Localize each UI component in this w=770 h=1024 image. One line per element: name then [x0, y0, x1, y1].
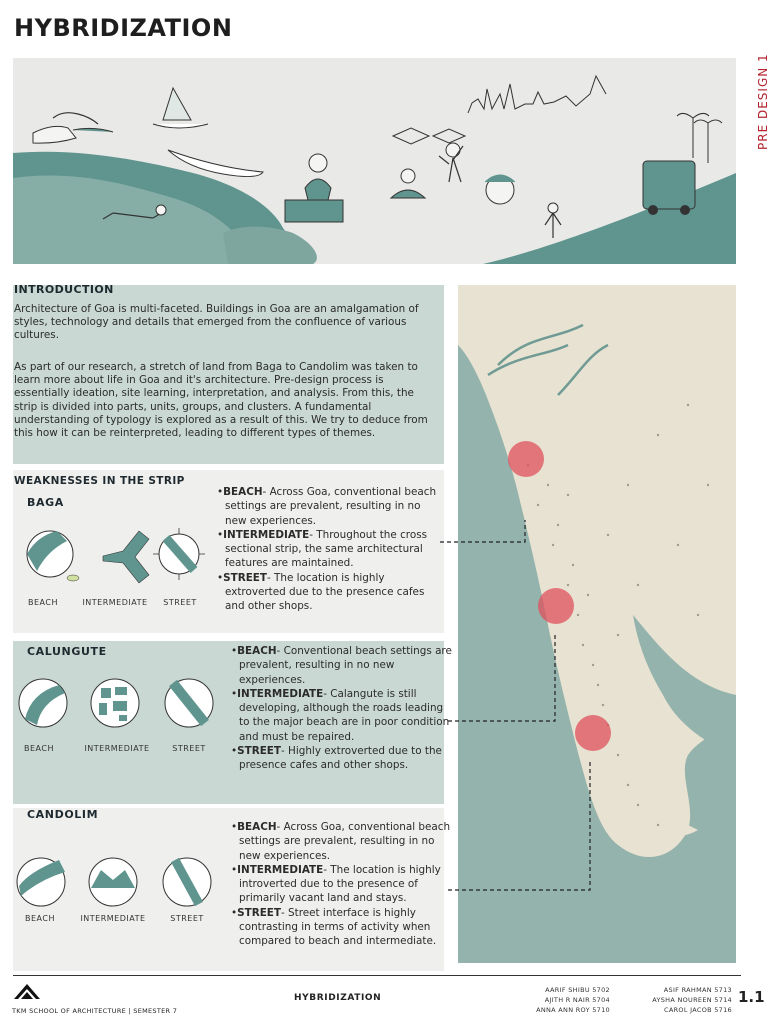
school-name: TKM SCHOOL OF ARCHITECTURE | SEMESTER 7 [12, 1007, 178, 1015]
calungute-diagrams [15, 673, 225, 743]
page-number: 1.1 [738, 988, 765, 1006]
student-name: ANNA ANN ROY 5710 [536, 1006, 610, 1014]
section-title: CALUNGUTE [27, 645, 107, 658]
weaknesses-heading: WEAKNESSES IN THE STRIP [14, 475, 185, 487]
intro-paragraph-1: Architecture of Goa is multi-faceted. Buildings in Goa are an amalgamation of styles, technology and details that emerged from the confluence of various cultures. [14, 303, 419, 342]
section-title: BAGA [27, 496, 64, 509]
bullet-text: - Across Goa, conventional beach settings are prevalent, resulting in no new experiences. [239, 821, 451, 862]
hero-illustration [13, 58, 736, 264]
label-street: STREET [163, 598, 197, 607]
candolim-diagrams [15, 852, 225, 918]
connector-lines [440, 530, 590, 900]
section-title: CANDOLIM [27, 808, 99, 821]
bullet-term: BEACH [223, 486, 263, 498]
label-beach: BEACH [25, 914, 55, 923]
page-title: HYBRIDIZATION [14, 14, 233, 42]
bullet-text: - The location is highly extroverted due to the presence cafes and other shops. [225, 571, 425, 613]
section-calungute [13, 641, 452, 804]
bullet-list: •BEACH- Across Goa, conventional beach settings are prevalent, resulting in no new experiences. •INTERMEDIATE- The location is highly introverted due to the presence of primarily vacant land and stays. •STREET- Street interface is highly contrasting in terms of activity when compared to beach and intermediate. [231, 821, 451, 948]
bullet-list: •BEACH- Across Goa, conventional beach settings are prevalent, resulting in no new experiences. •INTERMEDIATE- Throughout the cross sectional strip, the same architectural features are maintained. •STREET- The location is highly extroverted due to the presence cafes and other shops. [217, 486, 437, 613]
names-left [520, 985, 610, 1015]
bullet-text: - The location is highly introverted due to the presence of primarily vacant land and stays. [239, 863, 441, 905]
vertical-label-text: PRE DESIGN 1 [756, 53, 770, 150]
bullet-term: BEACH [237, 645, 277, 657]
section-baga [13, 470, 444, 633]
bullet-text: - Calangute is still developing, although the roads leading to the major beach are in poor condition and must be repaired. [239, 687, 450, 743]
bullet-term: INTERMEDIATE [237, 687, 324, 700]
bullet-term: INTERMEDIATE [237, 863, 324, 876]
intro-paragraph-2: As part of our research, a stretch of land from Baga to Candolim was taken to learn more about life in Goa and it's architecture. Pre-design process is essentially ideation, site learning, interpretation, and analysis. From this, the strip is divided into parts, units, groups, and clusters. A fundamental understanding of typology is explored as a result of this. We try to deduce from this how it can be reinterpreted, leading to different types of themes. [14, 361, 428, 440]
bullet-text: - Throughout the cross sectional strip, the same architectural features are maintained. [225, 528, 428, 570]
label-beach: BEACH [24, 744, 54, 753]
section-candolim [13, 808, 451, 971]
footer-title: HYBRIDIZATION [294, 993, 382, 1003]
beach-life-illustration [13, 58, 736, 264]
bullet-text: - Street interface is highly contrasting in terms of activity when compared to beach and intermediate. [239, 906, 437, 948]
student-name: AJITH R NAIR 5704 [544, 996, 610, 1004]
bullet-list: •BEACH- Conventional beach settings are prevalent, resulting in no new experiences. •INTERMEDIATE- Calangute is still developing, although the roads leading to the major beach are in poor condition and must be repaired. •STREET- Highly extroverted due to the presence cafes and other shops. [231, 645, 452, 772]
bullet-term: BEACH [237, 821, 277, 833]
bullet-term: INTERMEDIATE [223, 528, 310, 541]
label-intermediate: INTERMEDIATE [84, 744, 150, 753]
bullet-term: STREET [237, 906, 281, 919]
label-street: STREET [172, 744, 206, 753]
baga-diagrams [21, 526, 226, 596]
bullet-term: STREET [223, 571, 267, 584]
label-beach: BEACH [28, 598, 58, 607]
label-intermediate: INTERMEDIATE [80, 914, 146, 923]
bullet-text: - Across Goa, conventional beach settings are prevalent, resulting in no new experiences. [225, 486, 437, 527]
student-name: AARIF SHIBU 5702 [545, 986, 610, 994]
student-name: ASIF RAHMAN 5713 [663, 986, 732, 994]
student-name: AYSHA NOUREEN 5714 [652, 996, 732, 1004]
bullet-text: - Highly extroverted due to the presence cafes and other shops. [239, 745, 442, 772]
vertical-label [734, 53, 770, 154]
label-street: STREET [170, 914, 204, 923]
student-name: CAROL JACOB 5716 [664, 1006, 732, 1014]
bullet-term: STREET [237, 745, 281, 758]
school-logo [12, 981, 42, 1003]
introduction-heading: INTRODUCTION [14, 283, 114, 296]
bullet-text: - Conventional beach settings are prevalent, resulting in no new experiences. [239, 645, 452, 686]
names-right [620, 985, 732, 1015]
footer-divider [13, 975, 741, 976]
label-intermediate: INTERMEDIATE [82, 598, 148, 607]
